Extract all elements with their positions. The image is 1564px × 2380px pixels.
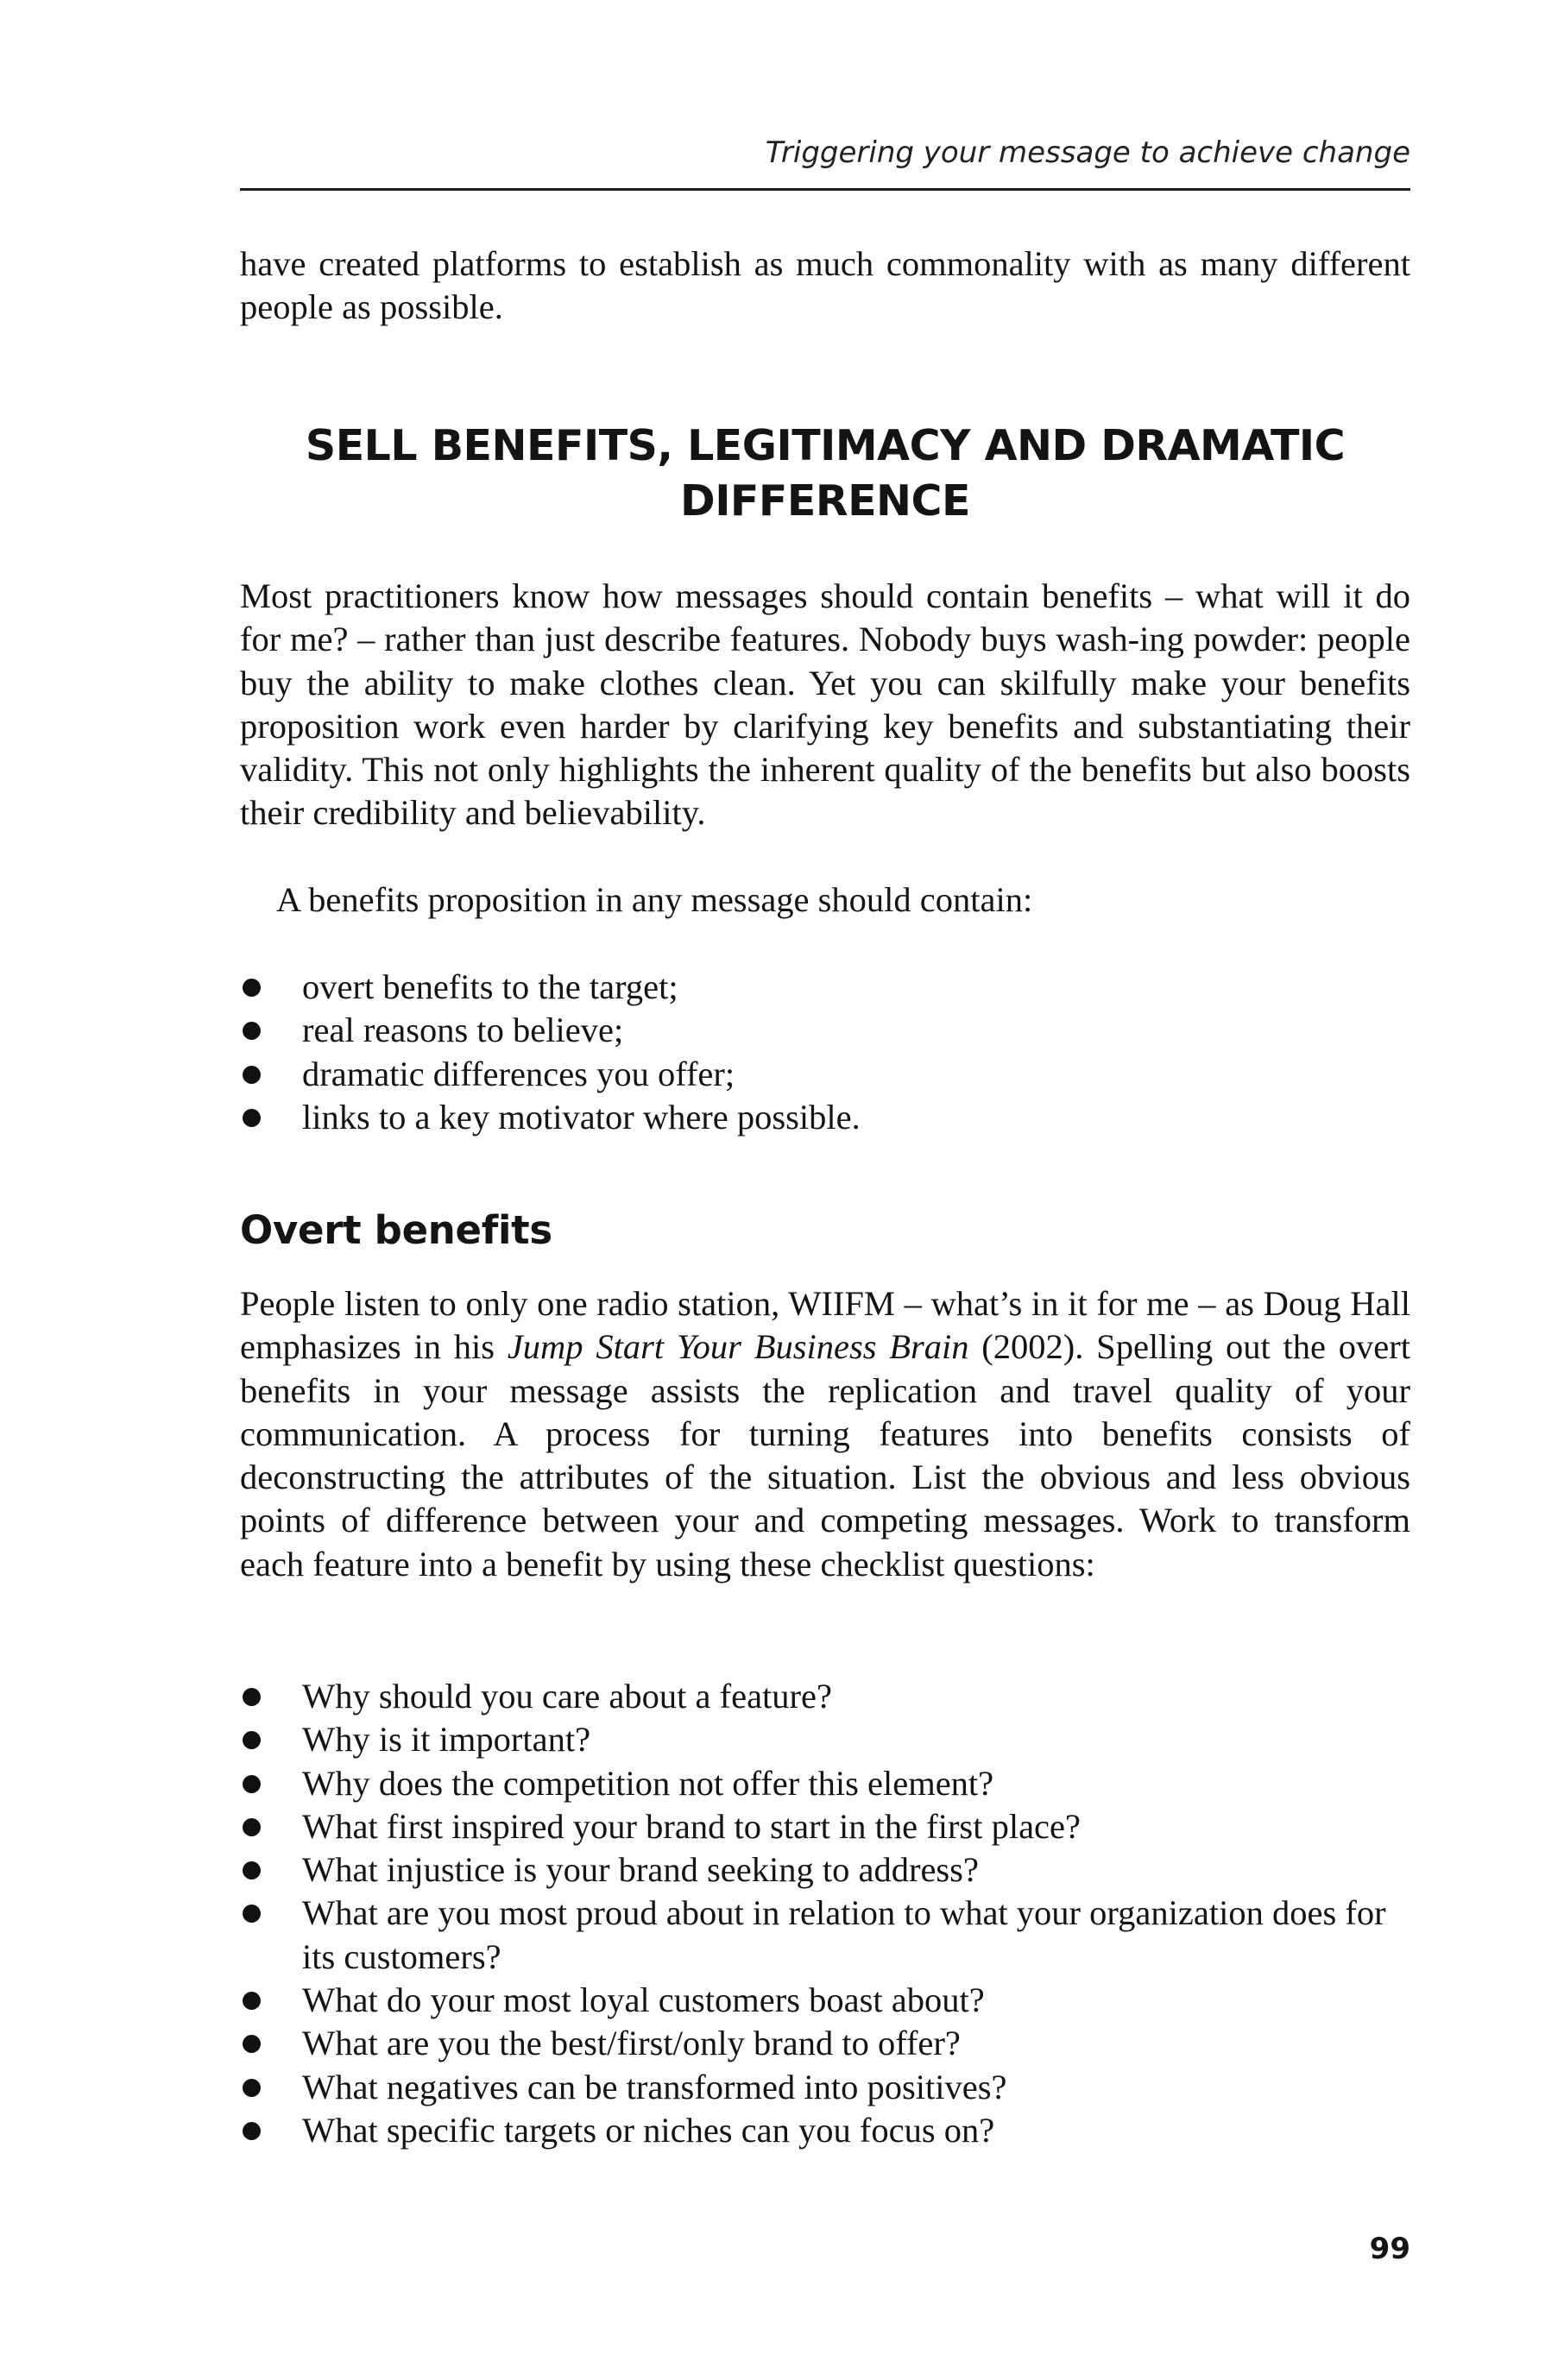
list-item — [240, 2022, 1410, 2065]
list-item — [240, 1053, 1410, 1096]
bullet-icon — [243, 2122, 261, 2140]
list-item-text: What first inspired your brand to start in the first place? — [302, 1806, 1081, 1846]
list-item — [240, 2109, 1410, 2152]
list-item-text: real reasons to believe; — [302, 1011, 624, 1050]
bullet-icon — [243, 1109, 261, 1127]
checklist-questions — [240, 1675, 1410, 2152]
book-title: Jump Start Your Business Brain — [507, 1327, 969, 1367]
bullet-icon — [243, 1775, 261, 1793]
intro-paragraph: have created platforms to establish as much commonality with as many different people as possible. — [240, 244, 1410, 327]
list-item — [240, 2066, 1410, 2109]
list-item-text: links to a key motivator where possible. — [302, 1097, 861, 1136]
list-item-text: What specific targets or niches can you focus on? — [302, 2110, 995, 2150]
page-number: 99 — [1369, 2232, 1410, 2266]
subsection-paragraph-part1: People listen to only one radio station, WIIFM – what’s in it for me – as Doug Hall emphasizes in his — [240, 1284, 1410, 1367]
bullet-icon — [243, 1818, 261, 1836]
list-item — [240, 1979, 1410, 2022]
list-item-text: overt benefits to the target; — [302, 967, 678, 1006]
list-item-text: Why should you care about a feature? — [302, 1677, 832, 1716]
list-item — [240, 1675, 1410, 1718]
list-item — [240, 966, 1410, 1009]
list-item — [240, 1718, 1410, 1761]
subsection-heading: Overt benefits — [240, 1207, 552, 1253]
bullet-icon — [243, 979, 261, 997]
bullet-icon — [243, 1861, 261, 1879]
list-item-text: dramatic differences you offer; — [302, 1054, 735, 1093]
benefits-lead-in: A benefits proposition in any message should contain: — [276, 880, 1033, 919]
header-rule — [240, 188, 1410, 191]
subsection-paragraph — [240, 1282, 1410, 1586]
running-head: Triggering your message to achieve change — [765, 135, 1410, 170]
list-item-text: What negatives can be transformed into positives? — [302, 2067, 1007, 2106]
list-item-text: What do your most loyal customers boast about? — [302, 1980, 985, 2020]
list-item-text: Why is it important? — [302, 1720, 591, 1760]
list-item — [240, 1762, 1410, 1805]
section-heading-line2: DIFFERENCE — [680, 476, 970, 526]
list-item — [240, 1848, 1410, 1892]
list-item-text: What are you most proud about in relation to what your organization does for its customers? — [302, 1893, 1386, 1976]
bullet-icon — [243, 2079, 261, 2097]
bullet-icon — [243, 1066, 261, 1084]
list-item — [240, 1892, 1410, 1979]
section-heading — [240, 419, 1410, 529]
bullet-icon — [243, 1905, 261, 1923]
bullet-icon — [243, 1688, 261, 1706]
list-item-text: What are you the best/first/only brand to offer? — [302, 2024, 961, 2063]
section-heading-line1: SELL BENEFITS, LEGITIMACY AND DRAMATIC — [305, 421, 1346, 470]
bullet-icon — [243, 1022, 261, 1040]
bullet-icon — [243, 1992, 261, 2010]
benefits-list — [240, 966, 1410, 1139]
list-item — [240, 1009, 1410, 1052]
bullet-icon — [243, 2035, 261, 2053]
section-paragraph: Most practitioners know how messages should contain benefits – what will it do for me? – rather than just describe features. Nobody buys wash-ing powder: people buy the ability to make clothes clean. Yet you can skilfully make your benefits proposition work even harder by clarifying key benefits and substantiating their validity. This not only highlights the inherent quality of the benefits but also boosts their credibility and believability. — [240, 576, 1410, 833]
list-item-text: What injustice is your brand seeking to address? — [302, 1850, 979, 1890]
list-item-text: Why does the competition not offer this element? — [302, 1763, 994, 1803]
subsection-paragraph-part2: (2002). Spelling out the overt benefits in your message assists the replication and travel quality of your communication. A process for turning features into benefits consists of deconstructing the attributes of the situation. List the obvious and less obvious points of difference between your and competing messages. Work to transform each feature into a benefit by using these checklist questions: — [240, 1327, 1410, 1584]
bullet-icon — [243, 1731, 261, 1749]
list-item — [240, 1096, 1410, 1139]
list-item — [240, 1805, 1410, 1848]
